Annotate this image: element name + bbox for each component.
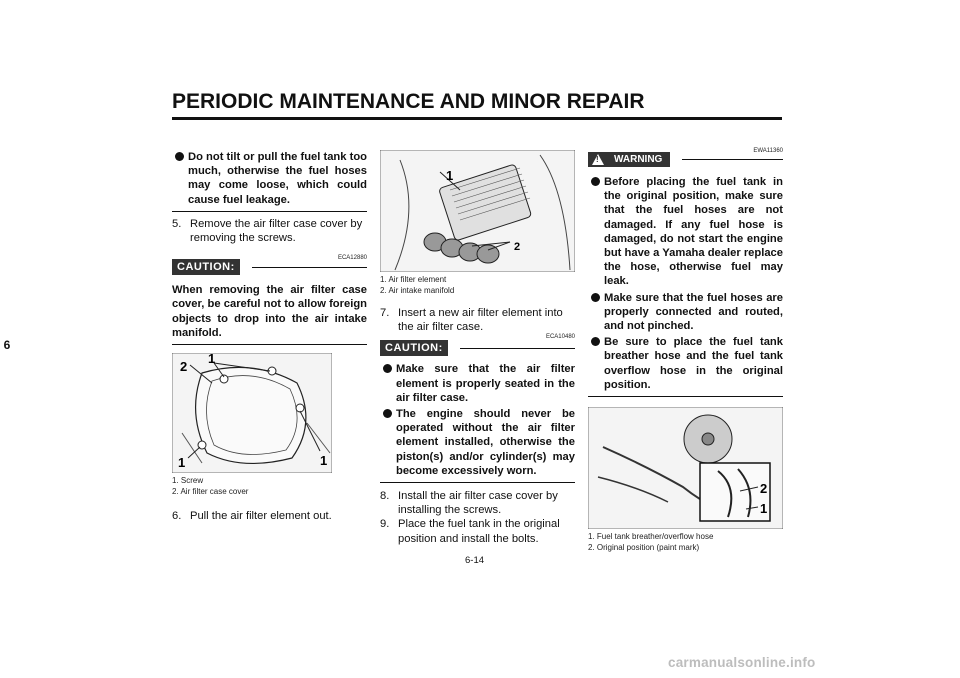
air-filter-element-image bbox=[380, 150, 575, 272]
caution-header bbox=[172, 259, 367, 275]
column-1 bbox=[172, 150, 367, 523]
figure-air-filter-element bbox=[380, 150, 540, 296]
figure-label: 2 bbox=[514, 241, 521, 253]
column-2 bbox=[380, 150, 575, 546]
warning-badge: ! WARNING bbox=[588, 152, 670, 167]
figure-label: 1 bbox=[446, 168, 454, 183]
list-item: The engine should never be operated without the air filter element installed, otherwise the piston(s) and/or cylinder(s) may become excessively worn. bbox=[380, 407, 575, 478]
figure-caption: 2. Air intake manifold bbox=[380, 286, 455, 295]
step-7: 7. Insert a new air filter element into the air filter case. bbox=[380, 307, 563, 334]
warning-triangle-icon: ! bbox=[592, 154, 604, 165]
header-rule bbox=[172, 117, 782, 120]
caution-text: When removing the air filter case cover, be careful not to allow foreign objects to drop into the air intake manifold. bbox=[172, 284, 367, 339]
bullet-icon bbox=[175, 152, 184, 161]
figure-caption: 1. Fuel tank breather/overflow hose bbox=[588, 532, 714, 542]
caution-badge: CAUTION: bbox=[380, 340, 448, 356]
caution-badge: CAUTION: bbox=[172, 259, 240, 275]
fuel-tank-hose-image bbox=[588, 407, 783, 529]
figure-caption: 2. Air filter case cover bbox=[172, 487, 249, 497]
divider bbox=[172, 211, 367, 212]
list-item: Before placing the fuel tank in the original position, make sure that the fuel hoses are not damaged. If any fuel hose is damaged, do not start the engine but have a Yamaha dealer replace the hose, otherwise fuel may leak. bbox=[588, 175, 783, 289]
chapter-tab: 6 bbox=[3, 338, 11, 352]
step-8: 8. Install the air filter case cover by installing the screws. bbox=[380, 490, 558, 517]
figure-label: 1 bbox=[760, 501, 768, 517]
caution-code: ECA10480 bbox=[545, 334, 575, 341]
figure-caption: 2. Original position (paint mark) bbox=[588, 543, 700, 553]
figure-label: 2 bbox=[180, 359, 188, 375]
warning-code: EWA11360 bbox=[753, 148, 783, 154]
bullet-icon bbox=[591, 337, 600, 346]
bullet-icon bbox=[591, 177, 600, 186]
figure-caption: 1. Screw bbox=[172, 476, 204, 486]
figure-caption: 1. Air filter element bbox=[380, 275, 447, 284]
bullet-icon bbox=[383, 364, 392, 373]
list-item: Make sure that the fuel hoses are properly connected and routed, and not pinched. bbox=[588, 291, 783, 334]
figure-label: 1 bbox=[320, 453, 328, 469]
air-filter-cover-image bbox=[172, 353, 332, 473]
caution-code: ECA12880 bbox=[337, 255, 367, 262]
column-3 bbox=[588, 150, 783, 553]
figure-label: 1 bbox=[178, 455, 186, 471]
list-item: Do not tilt or pull the fuel tank too much, otherwise the fuel hoses may come loose, which could cause fuel leakage. bbox=[172, 150, 367, 207]
page-number: 6-14 bbox=[465, 555, 485, 566]
step-5: 5. Remove the air filter case cover by removing the screws. bbox=[172, 217, 363, 245]
step-9: 9. Place the fuel tank in the original position and install the bolts. bbox=[380, 518, 560, 545]
step-6: 6. Pull the air filter element out. bbox=[172, 510, 332, 523]
figure-air-filter-case-cover bbox=[172, 353, 332, 497]
divider bbox=[172, 344, 367, 345]
divider bbox=[380, 482, 575, 483]
warning-bullet-list bbox=[172, 150, 367, 207]
list-item: Be sure to place the fuel tank breather hose and the fuel tank overflow hose in the original position. bbox=[588, 335, 783, 392]
caution-header bbox=[380, 340, 575, 356]
divider bbox=[588, 396, 783, 397]
page-title: PERIODIC MAINTENANCE AND MINOR REPAIR bbox=[172, 90, 645, 113]
bullet-icon bbox=[591, 293, 600, 302]
watermark: carmanualsonline.info bbox=[668, 655, 816, 670]
figure-fuel-tank-hose bbox=[588, 407, 783, 553]
warning-bullet-list bbox=[588, 175, 783, 392]
bullet-icon bbox=[383, 409, 392, 418]
list-item: Make sure that the air filter element is properly seated in the air filter case. bbox=[380, 362, 575, 405]
caution-bullet-list bbox=[380, 362, 575, 478]
figure-label: 1 bbox=[208, 353, 216, 367]
figure-label: 2 bbox=[760, 481, 768, 497]
warning-header bbox=[588, 152, 783, 167]
